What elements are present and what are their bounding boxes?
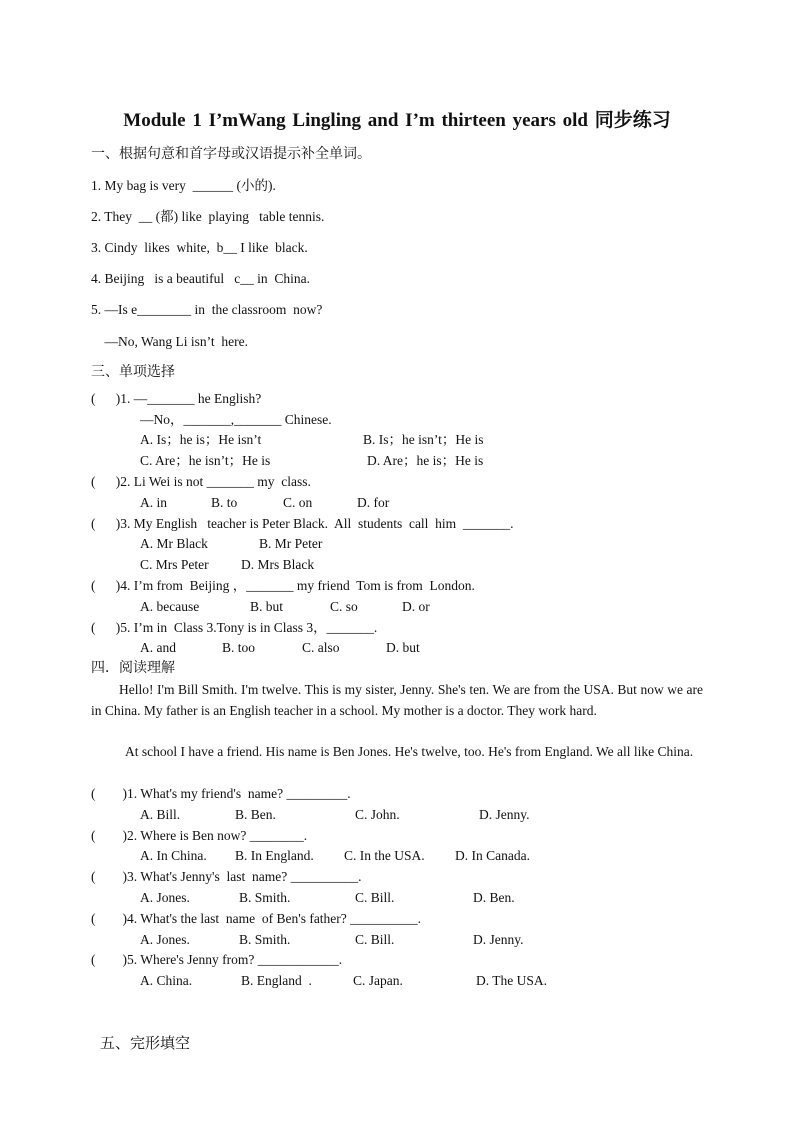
sec1-item-1: 1. My bag is very ______ (小的). <box>91 178 276 193</box>
sec4-q5-option-c: C. Japan. <box>353 973 403 988</box>
reading-paragraph-1-text: Hello! I'm Bill Smith. I'm twelve. This is my sister, Jenny. She's ten. We are from the USA. But now we are in China. My father is an English teacher in a school. My mother is a doctor. They work hard. <box>91 682 703 718</box>
sec3-q4-option-d: D. or <box>402 599 430 614</box>
section-1-heading: 一、根据句意和首字母或汉语提示补全单词。 <box>91 147 371 162</box>
sec1-item-5-reply: —No, Wang Li isn’t here. <box>91 334 249 349</box>
sec4-q1-option-b: B. Ben. <box>235 807 276 822</box>
sec4-q5-stem: ( )5. Where's Jenny from? ____________. <box>91 952 343 967</box>
sec4-q1-option-a: A. Bill. <box>140 807 181 822</box>
sec4-q5-option-a: A. China. <box>140 973 193 988</box>
sec4-q3-option-a: A. Jones. <box>140 890 190 905</box>
reading-paragraph-2-text: At school I have a friend. His name is Ben Jones. He's twelve, too. He's from England. We all like China. <box>125 744 694 759</box>
sec3-q5-option-d: D. but <box>386 640 420 655</box>
sec3-q3-option-b: B. Mr Peter <box>259 536 323 551</box>
sec4-q1-option-d: D. Jenny. <box>479 807 530 822</box>
sec3-q1-option-a: A. Is；he is；He isn’t <box>140 432 262 447</box>
sec3-q5-option-c: C. also <box>302 640 340 655</box>
sec4-q3-stem: ( )3. What's Jenny's last name? __________. <box>91 869 362 884</box>
sec4-q2-option-b: B. In England. <box>235 848 314 863</box>
sec1-item-4: 4. Beijing is a beautiful c__ in China. <box>91 271 310 286</box>
sec4-q1-option-c: C. John. <box>355 807 400 822</box>
sec4-q5-option-b: B. England . <box>241 973 312 988</box>
sec4-q4-option-d: D. Jenny. <box>473 932 524 947</box>
sec4-q4-stem: ( )4. What's the last name of Ben's father? __________. <box>91 911 422 926</box>
sec3-q4-option-b: B. but <box>250 599 284 614</box>
sec4-q5-option-d: D. The USA. <box>476 973 548 988</box>
page-title: Module 1 I’mWang Lingling and I’m thirteen years old 同步练习 <box>123 110 671 131</box>
sec4-q3-option-d: D. Ben. <box>473 890 515 905</box>
sec3-q3-option-a: A. Mr Black <box>140 536 208 551</box>
sec4-q3-option-b: B. Smith. <box>239 890 291 905</box>
sec3-q2-option-d: D. for <box>357 495 390 510</box>
sec3-q1-option-b: B. Is；he isn’t；He is <box>363 432 484 447</box>
reading-paragraph-1 <box>91 680 703 722</box>
sec3-q3-option-c: C. Mrs Peter <box>140 557 209 572</box>
sec4-q2-option-c: C. In the USA. <box>344 848 425 863</box>
sec3-q2-option-b: B. to <box>211 495 238 510</box>
sec3-q5-stem: ( )5. I’m in Class 3.Tony is in Class 3，_______. <box>91 620 378 635</box>
sec3-q3-stem: ( )3. My English teacher is Peter Black. All students call him _______. <box>91 516 514 531</box>
sec3-q4-stem: ( )4. I’m from Beijing ，_______ my friend Tom is from London. <box>91 578 475 593</box>
sec3-q3-option-d: D. Mrs Black <box>241 557 315 572</box>
sec3-q5-option-a: A. and <box>140 640 176 655</box>
sec4-q2-option-a: A. In China. <box>140 848 207 863</box>
sec3-q1-stem: ( )1. —_______ he English? <box>91 391 262 406</box>
sec3-q1-stem-2: —No，_______,_______ Chinese. <box>140 412 332 427</box>
sec3-q2-stem: ( )2. Li Wei is not _______ my class. <box>91 474 311 489</box>
reading-paragraph-2 <box>91 742 703 763</box>
section-5-heading: 五、完形填空 <box>100 1036 191 1052</box>
sec4-q1-stem: ( )1. What's my friend's name? _________. <box>91 786 351 801</box>
sec3-q2-option-c: C. on <box>283 495 313 510</box>
sec4-q2-option-d: D. In Canada. <box>455 848 530 863</box>
sec1-item-3: 3. Cindy likes white, b__ I like black. <box>91 240 308 255</box>
section-3-heading: 三、单项选择 <box>91 365 175 380</box>
sec4-q4-option-c: C. Bill. <box>355 932 395 947</box>
sec3-q5-option-b: B. too <box>222 640 256 655</box>
sec4-q4-option-b: B. Smith. <box>239 932 291 947</box>
sec3-q4-option-c: C. so <box>330 599 358 614</box>
sec1-item-2: 2. They __ (都) like playing table tennis. <box>91 209 325 224</box>
sec3-q1-option-c: C. Are；he isn’t；He is <box>140 453 271 468</box>
sec3-q1-option-d: D. Are；he is；He is <box>367 453 484 468</box>
sec3-q4-option-a: A. because <box>140 599 200 614</box>
sec4-q4-option-a: A. Jones. <box>140 932 190 947</box>
sec3-q2-option-a: A. in <box>140 495 167 510</box>
sec4-q2-stem: ( )2. Where is Ben now? ________. <box>91 828 308 843</box>
sec1-item-5: 5. —Is e________ in the classroom now? <box>91 302 323 317</box>
section-4-heading: 四．阅读理解 <box>91 661 175 676</box>
sec4-q3-option-c: C. Bill. <box>355 890 395 905</box>
